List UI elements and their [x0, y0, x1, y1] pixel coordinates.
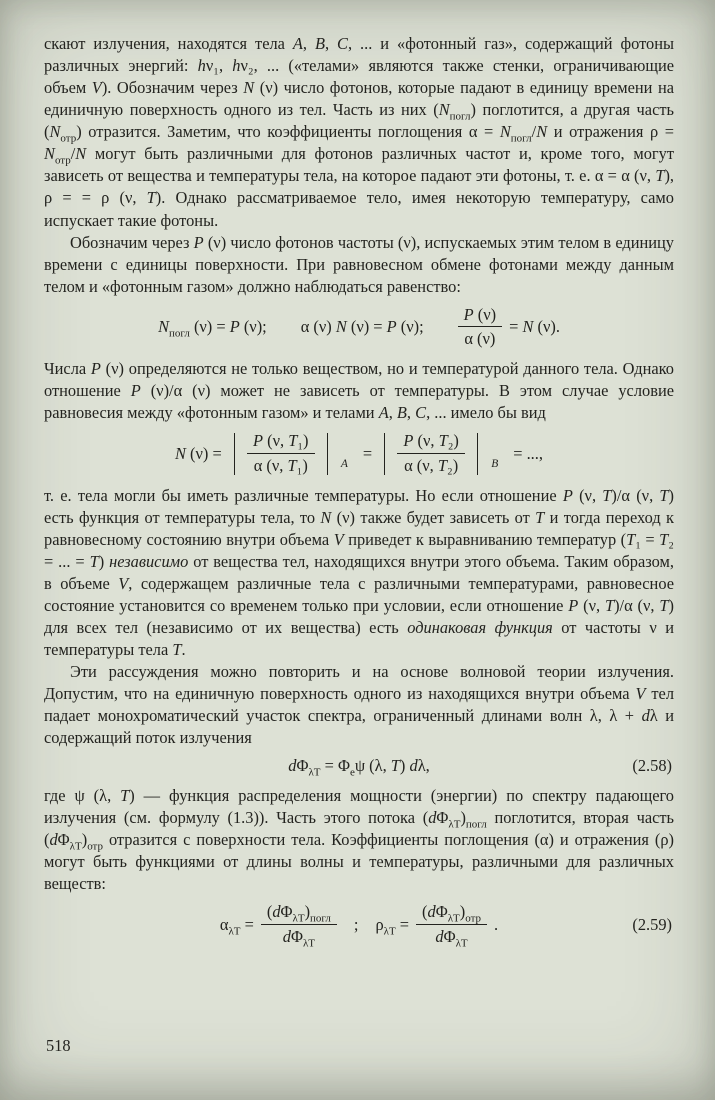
equation-balance-rhs: = N (ν).	[509, 317, 560, 337]
paragraph-2: Обозначим через P (ν) число фотонов частоты (ν), испускаемых этим телом в единицу времени с единицы поверхности. При равновесном обмене фотонами между данным телом и «фотонным газом» должно наблюдаться равенство:	[44, 232, 674, 296]
equation-balance	[44, 305, 674, 349]
paragraph-4: т. е. тела могли бы иметь различные температуры. Но если отношение P (ν, T)/α (ν, T) есть функция от температуры тела, то N (ν) также будет зависеть от T и тогда переход к равновесному состоянию внутри объема V приведет к выравниванию температур (T₁ = T₂ = ... = T) независимо от вещества тел, находящихся внутри этого объема. Таким образом, в объеме V, содержащем различные тела с различными температурами, равновесное состояние установится со временем только при условии, если отношение P (ν, T)/α (ν, T) для всех тел (независимо от их вещества) есть одинаковая функция от частоты ν и температуры тела T.	[44, 485, 675, 660]
fraction	[397, 431, 465, 475]
text-column	[44, 33, 674, 956]
fraction-denominator: α (ν, T₁)	[253, 456, 308, 475]
fraction	[458, 305, 502, 349]
fraction-denominator: $d\Phi_{\lambda T}$	[282, 927, 315, 950]
abs-bar-left-icon	[384, 433, 385, 475]
equation-ratio-tail: = ...,	[513, 443, 543, 463]
fraction-denominator: $d\Phi_{\lambda T}$	[435, 927, 468, 950]
fraction-numerator: $(d\Phi_{\lambda T})_{погл}$	[261, 902, 337, 925]
equation-number-2-59: (2.59)	[632, 914, 672, 934]
page-number: 518	[46, 1036, 71, 1055]
equation-ratio	[44, 431, 674, 475]
paragraph-3: Числа P (ν) определяются не только веществом, но и температурой данного тела. Однако отношение P (ν)/α (ν) может не зависеть от температуры. В этом случае условие равновесия между «фотонным газом» и телами А, В, С, ... имело бы вид	[44, 359, 674, 423]
fraction-numerator: P (ν, T₁)	[247, 431, 315, 454]
fraction	[261, 902, 337, 950]
equation-2-58	[44, 756, 674, 779]
abs-bar-right-icon	[327, 433, 328, 475]
fraction-denominator: α (ν)	[464, 329, 496, 349]
paragraph-1: скают излучения, находятся тела А, В, С, ... и «фотонный газ», содержащий фотоны различных энергий: hν₁, hν₂, ... («телами» являются также стенки, ограничивающие объем V). Обозначим через N (ν) число фотонов, которые падают в единицу времени на единичную поверхность одного из тел. Часть из них $(N_{погл})$ поглотится, а другая часть $(N_{отр})$ отразится. Заметим, что коэффициенты поглощения $\alpha = N_{погл}/N$ и отражения $\rho = N_{отр}/N$ могут быть различными для фотонов различных частот и, кроме того, могут зависеть от вещества и температуры тела, на которое падают эти фотоны, т. е. α = α (ν, T), ρ = = ρ (ν, T). Однако рассматриваемое тело, имея некоторую температуру, само испускает такие фотоны.	[44, 34, 674, 230]
equation-2-59-lhs1: $\alpha_{\lambda T}$ =	[219, 914, 254, 938]
paragraph-5: Эти рассуждения можно повторить и на основе волновой теории излучения. Допустим, что на единичную поверхность одного из находящихся внутри объема V тел падает монохроматический участок спектра, ограниченный длинами волн λ, λ + dλ и содержащий поток излучения	[44, 662, 674, 748]
fraction	[247, 431, 315, 475]
equation-balance-part2: α (ν) N (ν) = P (ν);	[300, 317, 424, 337]
equation-2-59-separator: ;	[353, 914, 359, 934]
bar-subscript-a: A	[340, 457, 348, 470]
fraction	[416, 902, 487, 950]
equation-balance-part3	[458, 305, 560, 349]
fraction-denominator: α (ν, T₂)	[404, 456, 459, 475]
equation-2-59-lhs2: $\rho_{\lambda T}$ =	[375, 914, 410, 938]
abs-bar-left-icon	[234, 433, 235, 475]
equation-2-59-tail: .	[494, 914, 499, 934]
equation-2-59	[44, 902, 674, 950]
equation-2-58-body: $d\Phi_{\lambda T} = \Phi_e\psi$ (λ, T) dλ,	[288, 756, 430, 779]
fraction-numerator: $(d\Phi_{\lambda T})_{отр}$	[416, 902, 487, 925]
fraction-numerator: P (ν)	[458, 305, 502, 328]
equation-ratio-equals: =	[362, 443, 373, 463]
bar-subscript-b: B	[491, 457, 499, 470]
equation-number-2-58: (2.58)	[632, 756, 672, 776]
paragraph-6: где ψ (λ, T) — функция распределения мощности (энергии) по спектру падающего излучения (см. формулу (1.3)). Часть этого потока $(d\Phi_{\lambda T})_{погл}$ поглотится, вторая часть $(d\Phi_{\lambda T})_{отр}$ отразится с поверхности тела. Коэффициенты поглощения (α) и отражения (ρ) могут быть функциями от длины волны и температуры, различными для различных веществ:	[44, 786, 675, 894]
abs-bar-right-icon	[477, 433, 478, 475]
equation-ratio-lhs: N (ν) =	[175, 443, 222, 463]
fraction-numerator: P (ν, T₂)	[397, 431, 465, 454]
equation-balance-part1: $N_{погл}$ (ν) = P (ν);	[158, 317, 267, 340]
